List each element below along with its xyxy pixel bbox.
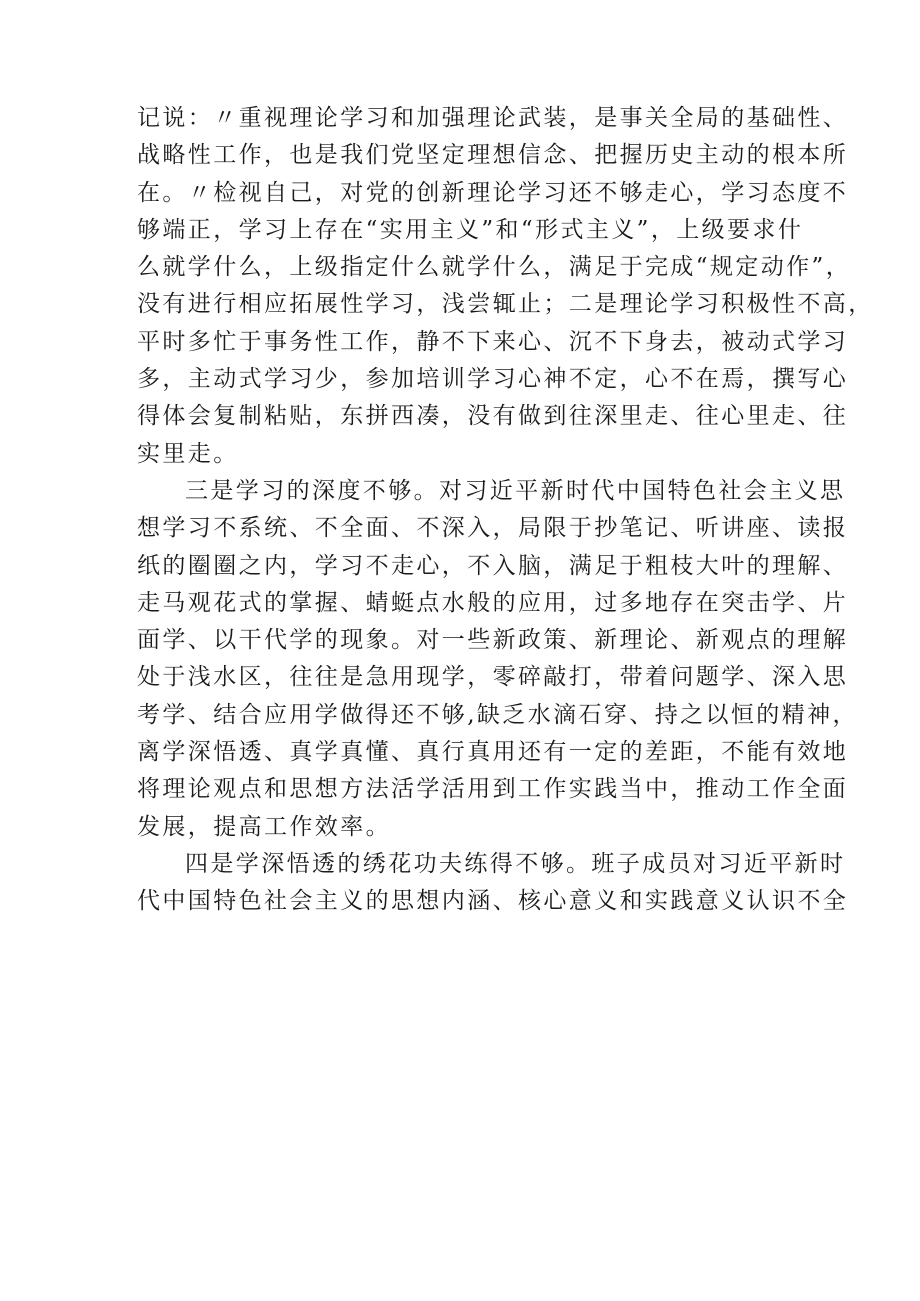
text-line: 想学习不系统、不全面、不深入，局限于抄笔记、听讲座、读报: [137, 515, 849, 542]
text-line: 四是学深悟透的绣花功夫练得不够。班子成员对习近平新时: [185, 850, 846, 877]
text-line: 走马观花式的掌握、蜻蜓点水般的应用，过多地存在突击学、片: [137, 589, 849, 616]
text-line: 多，主动式学习少，参加培训学习心神不定，心不在焉，撰写心: [137, 366, 849, 393]
text-line: 么就学什么，上级指定什么就学什么，满足于完成“规定动作”，: [137, 254, 852, 281]
paragraph-1: [137, 100, 874, 473]
text-line: 战略性工作，也是我们党坚定理想信念、把握历史主动的根本所: [137, 142, 849, 169]
text-line: 发展，提高工作效率。: [137, 813, 391, 840]
text-line: 离学深悟透、真学真懂、真行真用还有一定的差距，不能有效地: [137, 739, 849, 766]
text-line: 三是学习的深度不够。对习近平新时代中国特色社会主义思: [185, 477, 846, 504]
text-line: 没有进行相应拓展性学习，浅尝辄止；二是理论学习积极性不高，: [137, 291, 874, 318]
text-line: 实里走。: [137, 440, 239, 467]
paragraph-2: [137, 473, 858, 846]
text-line: 够端正，学习上存在“实用主义”和“形式主义”，上级要求什: [137, 216, 804, 243]
paragraph-3: [137, 846, 849, 921]
text-line: 面学、以干代学的现象。对一些新政策、新理论、新观点的理解: [137, 627, 849, 654]
text-line: 处于浅水区，往往是急用现学，零碎敲打，带着问题学、深入思: [137, 664, 849, 691]
text-line: 代中国特色社会主义的思想内涵、核心意义和实践意义认识不全: [137, 888, 849, 915]
text-line: 纸的圈圈之内，学习不走心，不入脑，满足于粗枝大叶的理解、: [137, 552, 849, 579]
text-line: 平时多忙于事务性工作，静不下来心、沉不下身去，被动式学习: [137, 328, 849, 355]
body-text: [137, 100, 874, 921]
text-line: 考学、结合应用学做得还不够,缺乏水滴石穿、持之以恒的精神，: [137, 701, 858, 728]
text-line: 得体会复制粘贴，东拼西凑，没有做到往深里走、往心里走、往: [137, 403, 849, 430]
text-line: 将理论观点和思想方法活学活用到工作实践当中，推动工作全面: [137, 776, 849, 803]
text-line: 记说：〃重视理论学习和加强理论武装，是事关全局的基础性、: [137, 105, 849, 131]
text-line: 在。〃检视自己，对党的创新理论学习还不够走心，学习态度不: [137, 179, 849, 206]
